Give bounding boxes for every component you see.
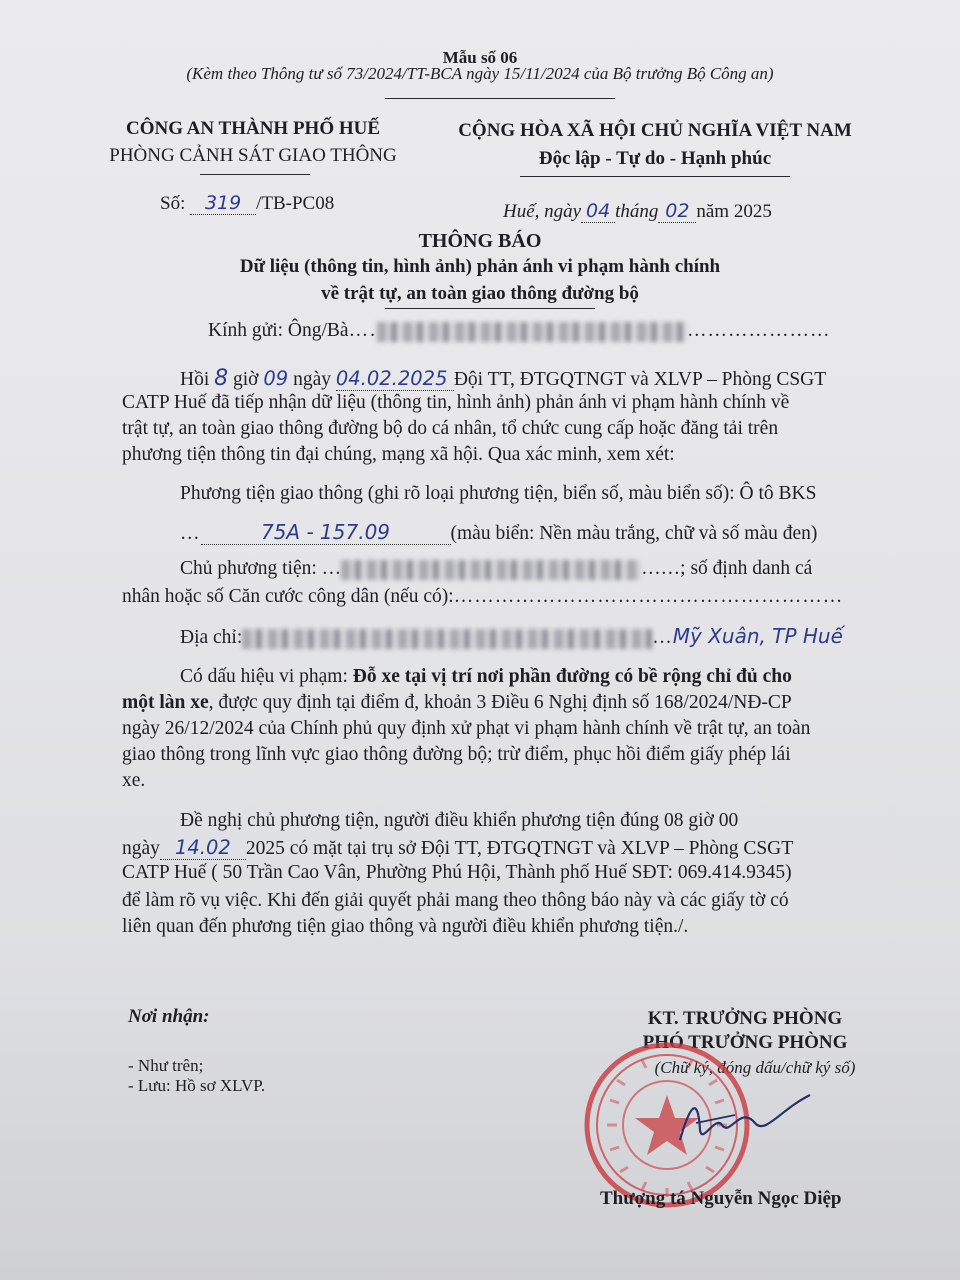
divider: [520, 176, 790, 177]
paragraph-received-line-1: Hồi 8 giờ 09 ngày 04.02.2025 Đội TT, ĐTGQTNGT và XLVP – Phòng CSGT: [180, 366, 827, 391]
signature-mark: [660, 1085, 830, 1155]
divider: [200, 174, 310, 175]
recipient-item: - Lưu: Hồ sơ XLVP.: [128, 1076, 266, 1095]
address-line: Địa chỉ: …Mỹ Xuân, TP Huế: [180, 624, 843, 648]
country-name: CỘNG HÒA XÃ HỘI CHỦ NGHĨA VIỆT NAM: [458, 120, 852, 141]
form-number: Mẫu số 06: [442, 48, 518, 67]
owner-line: Chủ phương tiện: … ……; số định danh cá: [180, 558, 813, 579]
document-number-value: 319: [190, 192, 256, 215]
motto: Độc lập - Tự do - Hạnh phúc: [538, 148, 772, 169]
request-line-4: để làm rõ vụ việc. Khi đến giải quyết phải mang theo thông báo này và các giấy tờ có: [122, 890, 789, 911]
issue-month: 02: [658, 200, 696, 223]
agency-name: CÔNG AN THÀNH PHỐ HUẾ: [125, 118, 381, 139]
divider: [385, 308, 595, 309]
form-reference: (Kèm theo Thông tư số 73/2024/TT-BCA ngày 15/11/2024 của Bộ trưởng Bộ Công an): [186, 64, 774, 83]
signature-note: (Chữ ký, đóng dấu/chữ ký số): [654, 1058, 856, 1077]
received-hour: 8: [214, 366, 229, 391]
document-title: THÔNG BÁO: [418, 230, 542, 252]
license-plate: 75A - 157.09: [201, 520, 451, 545]
request-line-5: liên quan đến phương tiện giao thông và người điều khiển phương tiện./.: [122, 916, 689, 937]
request-line-3: CATP Huế ( 50 Trần Cao Vân, Phường Phú Hội, Thành phố Huế SĐT: 069.414.9345): [122, 862, 792, 883]
violation-line-4: giao thông trong lĩnh vực giao thông đường bộ; trừ điểm, phục hồi điểm giấy phép lái: [122, 744, 791, 765]
violation-line-1: Có dấu hiệu vi phạm: Đỗ xe tại vị trí nơi phần đường có bề rộng chỉ đủ cho: [180, 666, 792, 687]
signer-name: Thượng tá Nguyễn Ngọc Diệp: [600, 1188, 842, 1209]
redacted-owner: [341, 560, 641, 580]
signer-role: PHÓ TRƯỞNG PHÒNG: [642, 1032, 848, 1053]
received-date: 04.02.2025: [336, 367, 454, 391]
paragraph-received-line-4: phương tiện thông tin đại chúng, mạng xã hội. Qua xác minh, xem xét:: [122, 444, 675, 465]
request-line-1: Đề nghị chủ phương tiện, người điều khiển phương tiện đúng 08 giờ 00: [180, 810, 739, 831]
vehicle-label: Phương tiện giao thông (ghi rõ loại phương tiện, biển số, màu biển số): Ô tô BKS: [180, 483, 817, 504]
paragraph-received-line-2: CATP Huế đã tiếp nhận dữ liệu (thông tin, hình ảnh) phản ánh vi phạm hành chính về: [122, 392, 790, 413]
owner-id-line: nhân hoặc số Căn cước công dân (nếu có):…………………………………………………: [122, 586, 844, 607]
recipient-item: - Như trên;: [128, 1056, 204, 1075]
issue-date: Huế, ngày 04 tháng 02 năm 2025: [503, 200, 772, 222]
paragraph-received-line-3: trật tự, an toàn giao thông đường bộ do cá nhân, tổ chức cung cấp hoặc đăng tải trên: [122, 418, 779, 439]
addressee-line: Kính gửi: Ông/Bà…. …………………: [208, 320, 831, 341]
issue-day: 04: [581, 200, 615, 223]
request-line-2: ngày 14.02 2025 có mặt tại trụ sở Đội TT, ĐTGQTNGT và XLVP – Phòng CSGT: [122, 836, 794, 859]
violation-line-5: xe.: [122, 770, 146, 791]
redacted-name: [377, 322, 687, 342]
violation-line-2: một làn xe, được quy định tại điểm đ, khoản 3 Điều 6 Nghị định số 168/2024/NĐ-CP: [122, 692, 792, 713]
divider: [385, 98, 615, 99]
recipients-label: Nơi nhận:: [128, 1006, 210, 1027]
violation-line-3: ngày 26/12/2024 của Chính phủ quy định xử phạt vi phạm hành chính về trật tự, an toàn: [122, 718, 811, 739]
address-handwritten: Mỹ Xuân, TP Huế: [672, 624, 843, 648]
violation-description: Đỗ xe tại vị trí nơi phần đường có bề rộng chỉ đủ cho: [352, 666, 792, 687]
signer-authority: KT. TRƯỞNG PHÒNG: [647, 1008, 843, 1029]
vehicle-plate-line: … 75A - 157.09 (màu biển: Nền màu trắng, chữ và số màu đen): [180, 520, 818, 544]
appointment-date: 14.02: [160, 836, 246, 860]
department-name: PHÒNG CẢNH SÁT GIAO THÔNG: [109, 145, 397, 166]
document-subtitle-2: về trật tự, an toàn giao thông đường bộ: [321, 283, 639, 304]
received-minute: 09: [263, 367, 289, 390]
redacted-address: [242, 629, 652, 649]
document-number: Số: 319 /TB-PC08: [160, 192, 335, 214]
document-subtitle-1: Dữ liệu (thông tin, hình ảnh) phản ánh vi phạm hành chính: [239, 256, 721, 277]
